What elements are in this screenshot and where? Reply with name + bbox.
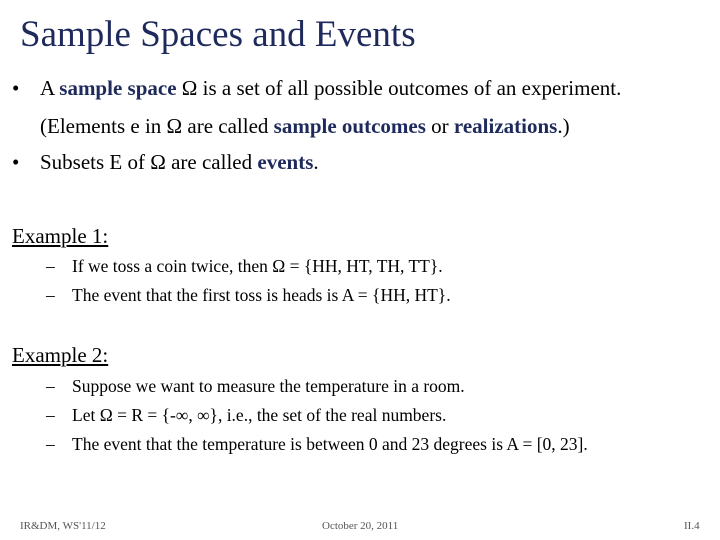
footer-date: October 20, 2011 xyxy=(322,520,399,532)
example-2-item xyxy=(46,432,588,456)
example-2-item-text: The event that the temperature is between 0 and 23 degrees is A = [0, 23]. xyxy=(72,434,588,454)
example-2-item xyxy=(46,403,446,427)
bullet-text: Subsets E of Ω are called xyxy=(40,150,258,174)
bullet-text: . xyxy=(313,150,319,174)
bullet-continuation xyxy=(40,112,570,140)
dash-glyph: – xyxy=(46,285,55,305)
dash-glyph: – xyxy=(46,256,55,276)
term-realizations: realizations xyxy=(453,114,558,138)
term-sample-space: sample space xyxy=(59,76,177,100)
example-1-heading: Example 1: xyxy=(12,224,109,248)
bullet-text: A xyxy=(40,76,60,100)
bullet-text: (Elements e in Ω are called xyxy=(40,114,274,138)
bullet-text: .) xyxy=(557,114,570,138)
bullet-text: Ω is a set of all possible outcomes of an experiment. xyxy=(176,76,622,100)
bullet-glyph: • xyxy=(12,76,20,100)
dash-glyph: – xyxy=(46,434,55,454)
footer-course: IR&DM, WS'11/12 xyxy=(20,520,106,532)
example-1-item xyxy=(46,283,451,307)
example-1-item xyxy=(46,254,443,278)
term-sample-outcomes: sample outcomes xyxy=(273,114,426,138)
dash-glyph: – xyxy=(46,376,55,396)
example-1-item-text: If we toss a coin twice, then Ω = {HH, HT, TH, TT}. xyxy=(72,256,443,276)
example-2-item-text: Let Ω = R = {-∞, ∞}, i.e., the set of the real numbers. xyxy=(72,405,447,425)
dash-glyph: – xyxy=(46,405,55,425)
bullet-text: or xyxy=(425,114,454,138)
example-2-item-text: Suppose we want to measure the temperature in a room. xyxy=(72,376,465,396)
example-1-item-text: The event that the first toss is heads is A = {HH, HT}. xyxy=(72,285,451,305)
footer-slide-number: II.4 xyxy=(684,520,700,532)
bullet-glyph: • xyxy=(12,150,20,174)
example-2-heading: Example 2: xyxy=(12,343,109,367)
example-2-item xyxy=(46,374,465,398)
term-events: events xyxy=(257,150,314,174)
slide-title: Sample Spaces and Events xyxy=(20,14,416,55)
bullet-sample-space xyxy=(12,74,621,102)
bullet-events xyxy=(12,148,319,176)
